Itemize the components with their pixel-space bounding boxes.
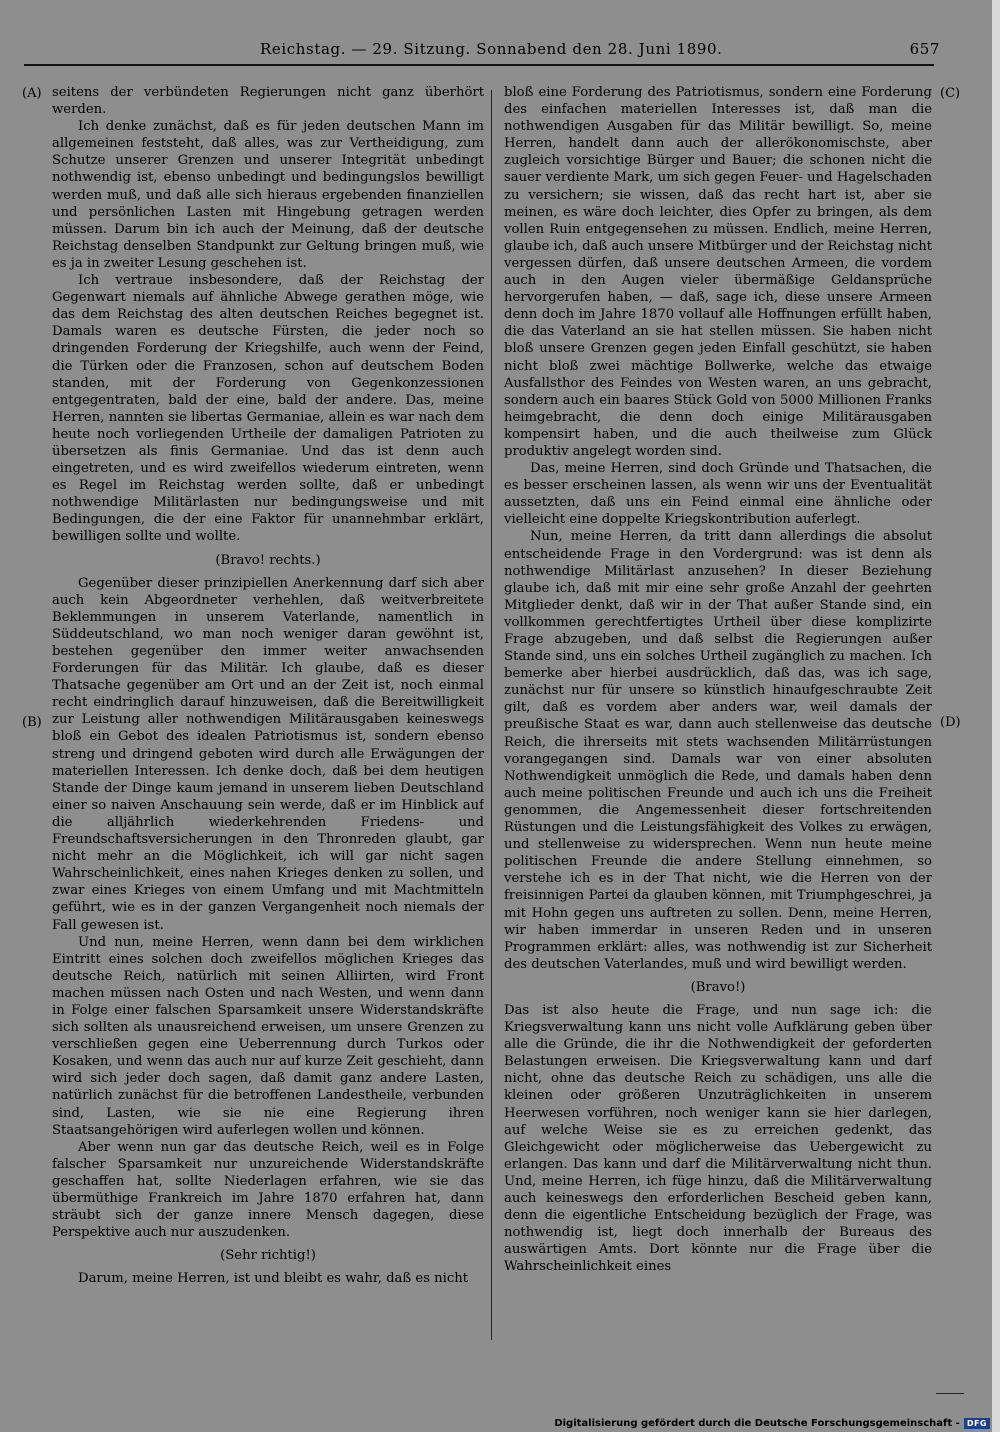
paragraph: Aber wenn nun gar das deutsche Reich, weil es in Folge falscher Sparsamkeit nur unzureichende Widerstandskräfte geschaffen hat, sollte Niederlagen erfahren, wie sie das übermüthige Frankreich im Jahre 1870 erfahren hat, dann sträubt sich der ganze innere Mensch dagegen, diese Perspektive auch nur auszudenken. [52,1139,484,1241]
column-divider [491,90,492,1340]
paragraph: Das ist also heute die Frage, und nun sage ich: die Kriegsverwaltung kann uns nicht volle Aufklärung geben über alle die Gründe, die ihr die Nothwendigkeit der geforderten Belastungen erweisen. Die Kriegsverwaltung kann und darf nicht, ohne das deutsche Reich zu schädigen, uns alle die kleinen oder größeren Unzuträglichkeiten in unserem Heerwesen vorführen, noch weniger kann sie hier darlegen, auf welche Weise sie es zu erreichen gedenkt, das Gleichgewicht oder möglicherweise das Uebergewicht zu erlangen. Das kann und darf die Militärverwaltung nicht thun. Und, meine Herren, ich füge hinzu, daß die Militärverwaltung auch keineswegs den erforderlichen Bescheid geben kann, denn die eigentliche Entscheidung bezüglich der Frage, was nothwendig ist, liegt doch innerhalb der Bureaus des auswärtigen Amts. Dort könnte nur die Frage über die Wahrscheinlichkeit eines [504,1002,932,1275]
dfg-logo-icon: DFG [964,1418,990,1429]
paragraph: Gegenüber dieser prinzipiellen Anerkennung darf sich aber auch kein Abgeordneter verhehlen, daß weitverbreitete Beklemmungen in unserem Vaterlande, namentlich in Süddeutschland, wo man noch weniger daran gewöhnt ist, bestehen gegenüber den immer weiter anwachsenden Forderungen für das Militär. Ich glaube, daß es dieser Thatsache gegenüber am Ort und an der Zeit ist, noch einmal recht eindringlich darauf hinzuweisen, daß die Bereitwilligkeit zur Leistung aller nothwendigen Militärausgaben keineswegs bloß ein Gebot des idealen Patriotismus ist, sondern ebenso streng und dringend geboten wird durch alle Erwägungen der materiellen Interessen. Ich denke doch, daß bei dem heutigen Stande der Dinge kaum jemand in unserem lieben Deutschland einer so naiven Anschauung sein werde, daß er im Hinblick auf die alljährlich wiederkehrenden Friedens- und Freundschaftsversicherungen in den Thronreden glaubt, gar nicht mehr an die Möglichkeit, ich will gar nicht sagen Wahrscheinlichkeit, eines nahen Krieges denken zu sollen, und zwar eines Krieges von einem Umfang und mit Machtmitteln geführt, wie es in der ganzen Vergangenheit noch niemals der Fall gewesen ist. [52,575,484,933]
margin-marker-c: (C) [940,86,961,101]
margin-marker-b: (B) [22,715,42,730]
interjection: (Sehr richtig!) [220,1248,316,1264]
header-rule [24,64,934,66]
paragraph: seitens der verbündeten Regierungen nicht ganz überhört werden. [52,85,484,118]
credit-text: Digitalisierung gefördert durch die Deutsche Forschungsgemeinschaft - [554,1417,960,1429]
margin-marker-d: (D) [940,715,961,730]
paragraph: Das, meine Herren, sind doch Gründe und Thatsachen, die es besser erscheinen lassen, als wenn wir uns der Eventualität aussetzten, daß uns ein Feind einmal eine ähnliche oder vielleicht eine doppelte Kriegskontribution auferlegt. [504,461,932,528]
paragraph: bloß eine Forderung des Patriotismus, sondern eine Forderung des einfachen materiellen Interesses ist, daß man die nothwendigen Ausgaben für das Militär bewilligt. So, meine Herren, handelt dann auch der allerökonomischste, aber zugleich vorsichtige Bürger und Bauer; die schonen nicht die sauer verdiente Mark, um sich gegen Feuer- und Hagelschaden zu versichern; sie wissen, daß das recht hart ist, aber sie meinen, es wäre doch leichter, dies Opfer zu bringen, als dem vollen Ruin entgegensehen zu müssen. Endlich, meine Herren, glaube ich, daß auch unsere Mitbürger und der Reichstag nicht vergessen dürfen, daß unsere deutschen Armeen, die vordem auch in den Augen vieler übermäßige Geldansprüche hervorgerufen haben, — daß, sage ich, diese unsere Armeen denn doch im Jahre 1870 vollauf alle Hoffnungen erfüllt haben, die das Vaterland an sie hat stellen müssen. Sie haben nicht bloß unsere Grenzen gegen jeden Einfall geschützt, sie haben nicht bloß zwei mächtige Bollwerke, welche das etwaige Ausfallsthor des Feindes von Westen waren, an uns gebracht, sondern auch ein baares Stück Gold von 5000 Millionen Franks heimgebracht, die denn doch einige Militärausgaben kompensirt haben, und die auch theilweise zum Glück produktiv angelegt worden sind. [504,85,932,459]
paragraph: Ich denke zunächst, daß es für jeden deutschen Mann im allgemeinen feststeht, daß alles, was zur Vertheidigung, zum Schutze unserer Grenzen und unserer Integrität unbedingt nothwendig ist, ebenso unbedingt und bedingungslos bewilligt werden muß, und daß alle sich hieraus ergebenden finanziellen und persönlichen Lasten mit Hingebung getragen werden müssen. Darum bin ich auch der Meinung, daß der deutsche Reichstag denselben Standpunkt zur Geltung bringen muß, wie es ja in zweiter Lesung geschehen ist. [52,119,484,271]
paragraph: Ich vertraue insbesondere, daß der Reichstag der Gegenwart niemals auf ähnliche Abwege gerathen möge, wie das dem Reichstag des alten deutschen Reiches begegnet ist. Damals waren es deutsche Fürsten, die jeder noch so dringenden Forderung der Kriegshilfe, auch wenn der Feind, die Türken oder die Franzosen, schon auf deutschem Boden standen, mit der Forderung von Gegenkonzessionen entgegentraten, bald der eine, bald der andere. Das, meine Herren, nannten sie libertas Germaniae, allein es war nach dem heute noch vorliegenden Urtheile der damaligen Patrioten zu übersetzen als finis Germaniae. Und das ist denn auch eingetreten, und es wird zweifellos wiederum eintreten, wenn es Regel im Reichstag werden sollte, daß er unbedingt nothwendige Militärlasten nur bedingungsweise und mit Bedingungen, die der eine Faktor für unannehmbar erklärt, bewilligen sollte und wollte. [52,273,484,545]
running-title: Reichstag. — 29. Sitzung. Sonnabend den 28. Juni 1890. [260,40,723,58]
interjection: (Bravo! rechts.) [215,552,321,568]
page-number: 657 [909,40,940,58]
page-header [260,40,940,64]
page-edge [992,0,1000,1432]
left-column [52,84,484,1349]
right-column [504,84,932,1349]
paragraph: Nun, meine Herren, da tritt dann allerdings die absolut entscheidende Frage in den Vordergrund: was ist denn als nothwendige Militärlast anzusehen? In dieser Beziehung glaube ich, daß mit mir eine sehr große Anzahl der geehrten Mitglieder denkt, daß wir in der That außer Stande sind, ein vollkommen gerechtfertigtes Urtheil über diese komplizirte Frage abzugeben, und daß selbst die Regierungen außer Stande sind, uns ein solches Urtheil zugänglich zu machen. Ich bemerke aber hierbei ausdrücklich, daß das, was ich sage, zunächst nur für unsere so künstlich hinaufgeschraubte Zeit gilt, daß es vordem aber anders war, weil damals der preußische Staat es war, dann auch stellenweise das deutsche Reich, die ihrerseits mit stets wachsenden Militärrüstungen vorangegangen sind. Damals war von einer absoluten Nothwendigkeit unmöglich die Rede, und damals haben denn auch meine politischen Freunde und auch ich uns die Freiheit genommen, die Angemessenheit dieser fortschreitenden Rüstungen und die Leistungsfähigkeit des Volkes zu erwägen, und stellenweise zu widersprechen. Wenn nun heute meine politischen Freunde die andere Stellung einnehmen, so verstehe ich es in der That nicht, wie die Herren von der freisinnigen Partei da glauben können, mit Triumphgeschrei, ja mit Hohn gegen uns auftreten zu sollen. Denn, meine Herren, wir haben immerdar in unseren Reden und in unseren Programmen erklärt: alles, was nothwendig ist zur Sicherheit des deutschen Vaterlandes, muß und wird bewilligt werden. [504,529,932,972]
interjection: (Bravo!) [690,979,746,995]
footer-rule [936,1393,964,1394]
paragraph: Darum, meine Herren, ist und bleibt es wahr, daß es nicht [78,1271,469,1287]
digitization-credit [554,1416,990,1430]
paragraph: Und nun, meine Herren, wenn dann bei dem wirklichen Eintritt eines solchen doch zweifellos möglichen Krieges das deutsche Reich, natürlich mit seinen Alliirten, wird Front machen müssen nach Osten und nach Westen, und wenn dann in Folge einer falschen Sparsamkeit unsere Widerstandskräfte sich sollten als unausreichend erweisen, um unsere Grenzen zu verschließen gegen eine Ueberrennung durch Turkos oder Kosaken, und wenn das auch nur auf kurze Zeit geschieht, dann wird sich jeder doch sagen, daß damit ganz andere Lasten, natürlich zunächst für die betroffenen Landestheile, verbunden sind, Lasten, wie sie nie eine Regierung ihren Staatsangehörigen wird auferlegen wollen und können. [52,934,484,1138]
margin-marker-a: (A) [22,86,42,101]
